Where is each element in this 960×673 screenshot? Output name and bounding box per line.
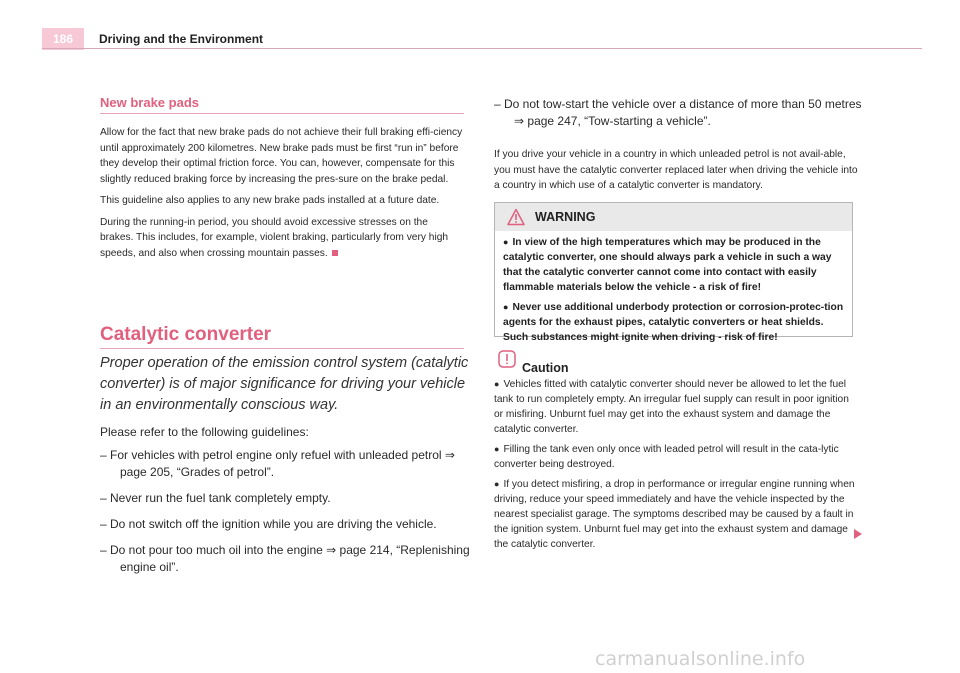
bullet-icon: ● [494,444,500,454]
bullet-icon: ● [494,479,500,489]
section-end-marker-icon [332,250,338,256]
caution-exclamation-icon [498,350,516,368]
warning-item-text: In view of the high temperatures which may be produced in the catalytic converter, one should always park a vehicle in such a way that the catalytic converter cannot come into contact with easily flammable materials below the vehicle - a risk of fire! [503,237,832,293]
warning-triangle-icon [507,208,525,226]
warning-item [503,235,848,295]
guideline-item: – Do not tow-start the vehicle over a distance of more than 50 metres ⇒ page 247, “Tow-starting a vehicle”. [494,97,862,128]
guideline-item: – Do not switch off the ignition while you are driving the vehicle. [100,517,437,531]
caution-item [494,442,860,472]
caution-item-text: Filling the tank even only once with leaded petrol will result in the cata-lytic converter being destroyed. [494,444,839,470]
brake-paragraph-1: Allow for the fact that new brake pads do not achieve their full braking effi-ciency until approximately 200 kilometres. New brake pads must be first “run in” before they develop their optimal friction force. You can, however, compensate for this slightly reduced braking force by increasing the pres-sure on the brake pedal. [100,127,463,185]
catalytic-intro: Proper operation of the emission control system (catalytic converter) is of major significance for driving your vehicle in an environmentally conscious way. [100,355,469,413]
abroad-paragraph: If you drive your vehicle in a country in which unleaded petrol is not avail-able, you must have the catalytic converter replaced later when driving the vehicle into a country in which use of a catalytic converter is mandatory. [494,149,858,191]
guideline-item: – For vehicles with petrol engine only refuel with unleaded petrol ⇒ page 205, “Grades of petrol”. [100,448,455,479]
brake-pads-rule [100,113,464,114]
watermark: carmanualsonline.info [595,648,806,670]
section-title: Driving and the Environment [99,32,264,46]
catalytic-converter-heading: Catalytic converter [100,324,272,345]
bullet-icon: ● [503,237,509,247]
page-number: 186 [42,28,84,50]
warning-item [503,300,848,345]
warning-body [503,235,848,350]
caution-title: Caution [522,361,569,375]
tow-guideline [494,96,864,139]
guidelines-lead: Please refer to the following guidelines: [100,425,309,439]
catalytic-converter-rule [100,348,464,349]
brake-paragraph-3 [100,215,464,262]
caution-item [494,377,860,437]
brake-pads-heading: New brake pads [100,95,199,110]
caution-body [494,377,860,557]
header-divider [42,48,922,49]
next-page-arrow-icon[interactable] [853,528,863,540]
warning-item-text: Never use additional underbody protection or corrosion-protec-tion agents for the exhaust pipes, catalytic converters or heat shields. Such substances might ignite when driving - risk of fire! [503,302,844,343]
warning-header [495,203,852,231]
bullet-icon: ● [503,302,509,312]
bullet-icon: ● [494,379,500,389]
caution-item [494,477,860,552]
brake-paragraph-3-text: During the running-in period, you should avoid excessive stresses on the brakes. This includes, for example, violent braking, particularly from very high speeds, and also when crossing mountain passes. [100,216,449,259]
warning-title: WARNING [535,210,596,224]
warning-box [494,202,853,343]
caution-item-text: If you detect misfiring, a drop in performance or irregular engine running when driving, reduce your speed immediately and have the vehicle inspected by the nearest specialist garage. The symptoms described may be caused by a fault in the ignition system. Unburnt fuel may get into the exhaust system and damage the catalytic converter. [494,479,855,550]
guideline-item: – Never run the fuel tank completely empty. [100,491,331,505]
guideline-item: – Do not pour too much oil into the engine ⇒ page 214, “Replenishing engine oil”. [100,543,470,574]
caution-item-text: Vehicles fitted with catalytic converter should never be allowed to let the fuel tank to run completely empty. An irregular fuel supply can result in poor ignition or misfiring. Unburnt fuel may get into the exhaust system and damage the catalytic converter. [494,379,849,435]
brake-paragraph-2: This guideline also applies to any new brake pads installed at a future date. [100,195,440,206]
guidelines-list [100,447,470,585]
brake-pads-text [100,125,464,267]
